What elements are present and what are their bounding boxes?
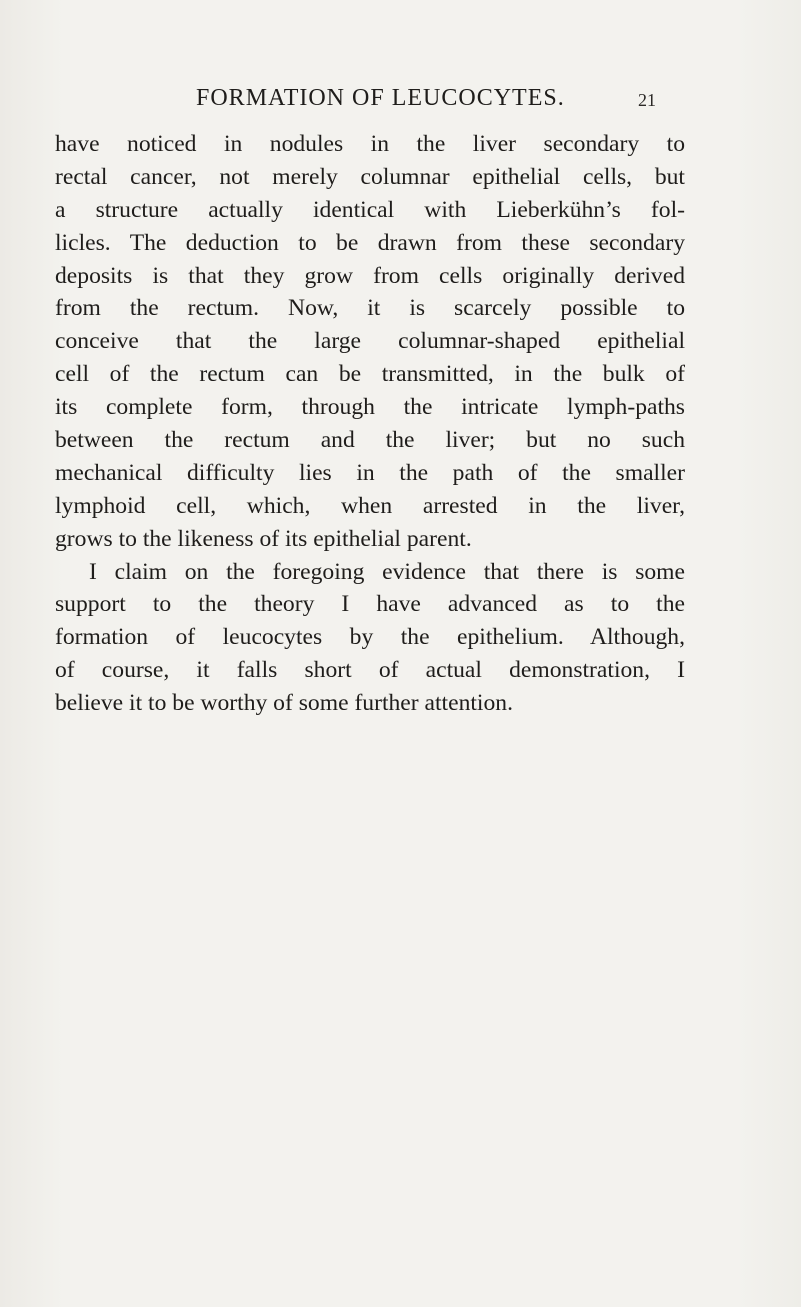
text-line: between the rectum and the liver; but no such [55,427,685,454]
body-text [55,128,685,720]
text-line: conceive that the large columnar-shaped epithelial [55,328,685,355]
text-line: of course, it falls short of actual demonstration, I [55,657,685,684]
text-line: believe it to be worthy of some further attention. [55,690,513,717]
text-line: from the rectum. Now, it is scarcely possible to [55,295,685,322]
text-line: licles. The deduction to be drawn from these secondary [55,229,685,256]
text-line: grows to the likeness of its epithelial parent. [55,525,472,552]
text-line: rectal cancer, not merely columnar epithelial cells, but [55,163,685,190]
text-line: its complete form, through the intricate lymph-paths [55,394,685,421]
text-line: have noticed in nodules in the liver secondary to [55,131,685,157]
page-number: 21 [638,90,656,110]
text-line: cell of the rectum can be transmitted, in the bulk of [55,361,685,388]
text-line: support to the theory I have advanced as to the [55,591,685,618]
running-title: FORMATION OF LEUCOCYTES. [196,85,565,111]
text-line: formation of leucocytes by the epithelium. Although, [55,624,685,651]
text-line: lymphoid cell, which, when arrested in the liver, [55,492,685,519]
text-line: a structure actually identical with Lieberkühn’s fol- [55,196,685,223]
text-line: I claim on the foregoing evidence that there is some [89,558,685,585]
paragraph-2 [55,556,685,720]
text-line: deposits is that they grow from cells originally derived [55,262,685,289]
running-head [0,78,801,118]
paragraph-1 [55,128,685,556]
text-line: mechanical difficulty lies in the path of the smaller [55,459,685,486]
